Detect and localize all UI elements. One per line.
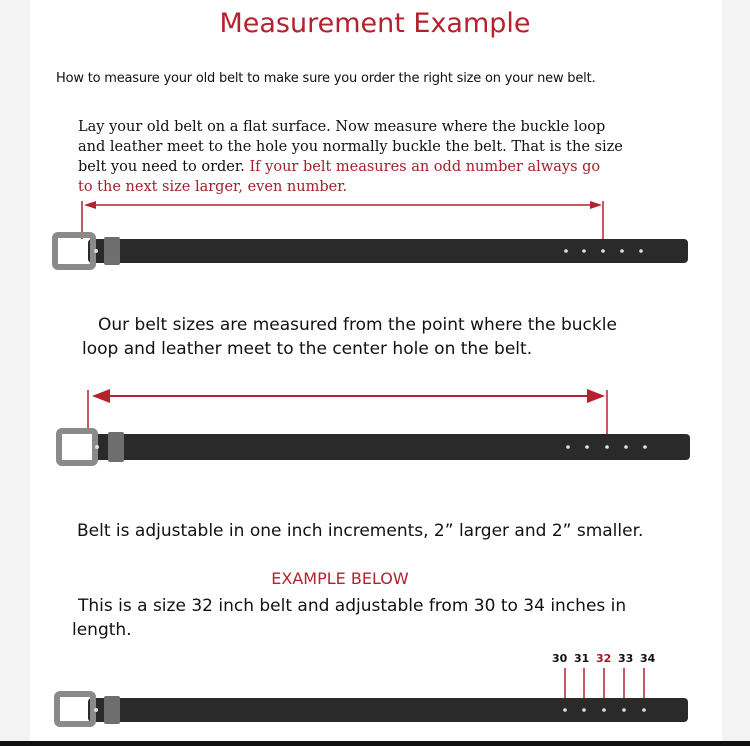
example-line-2: length. — [72, 620, 132, 640]
odd-number-note: If your belt measures an odd number always go — [244, 159, 601, 175]
page-title: Measurement Example — [219, 8, 531, 39]
arrow-left-head — [84, 201, 96, 209]
belt-hole — [585, 445, 589, 449]
adjustable-note: Belt is adjustable in one inch increments, 2” larger and 2” smaller. — [77, 521, 644, 541]
size-label-31: 31 — [574, 652, 590, 665]
instructions-line-3-text: belt you need to order. — [78, 159, 245, 175]
belt-hole — [622, 708, 626, 712]
belt-size-note-line-2: loop and leather meet to the center hole on the belt. — [82, 339, 533, 359]
size-label-33: 33 — [618, 652, 634, 665]
belt-diagram-center-hole — [0, 384, 750, 470]
size-label-34: 34 — [640, 652, 656, 665]
example-line-1: This is a size 32 inch belt and adjustable from 30 to 34 inches in — [78, 596, 627, 616]
belt-buckle — [55, 235, 93, 267]
belt-keeper-loop — [104, 237, 120, 265]
belt-size-note-line-1: Our belt sizes are measured from the point where the buckle — [98, 315, 617, 335]
belt-buckle — [57, 694, 93, 724]
belt-diagram-old-belt — [0, 195, 750, 275]
buckle-prong — [94, 249, 98, 253]
belt-hole — [643, 445, 647, 449]
arrow-right-head — [590, 201, 602, 209]
belt-keeper-loop — [104, 696, 120, 724]
belt-buckle — [59, 431, 95, 463]
belt-hole — [564, 249, 568, 253]
belt-hole — [624, 445, 628, 449]
example-heading: EXAMPLE BELOW — [271, 569, 409, 588]
arrow-right-head — [587, 389, 605, 403]
instructions-line-3 — [78, 157, 698, 177]
size-scale-labels — [552, 652, 662, 665]
belt-diagram-example-size-32 — [0, 666, 750, 742]
instructions-line-2: and leather meet to the hole you normally buckle the belt. That is the size — [78, 139, 623, 155]
buckle-prong — [94, 708, 98, 712]
belt-strap — [92, 434, 690, 460]
belt-hole — [566, 445, 570, 449]
belt-hole — [601, 249, 605, 253]
left-margin — [0, 0, 30, 746]
belt-hole — [563, 708, 567, 712]
measuring-instructions — [78, 117, 698, 197]
buckle-prong — [95, 445, 99, 449]
belt-hole — [582, 708, 586, 712]
belt-hole — [639, 249, 643, 253]
belt-hole — [602, 708, 606, 712]
instructions-line-1: Lay your old belt on a flat surface. Now measure where the buckle loop — [78, 119, 606, 135]
size-label-30: 30 — [552, 652, 568, 665]
size-label-32-highlighted: 32 — [596, 652, 612, 665]
belt-hole — [605, 445, 609, 449]
belt-hole — [642, 708, 646, 712]
belt-hole — [582, 249, 586, 253]
belt-size-note — [82, 313, 617, 361]
belt-strap — [88, 698, 688, 722]
example-description — [72, 594, 626, 642]
bottom-border — [0, 741, 750, 746]
instructions-line-4: to the next size larger, even number. — [78, 179, 348, 195]
arrow-left-head — [92, 389, 110, 403]
belt-keeper-loop — [108, 432, 124, 462]
belt-strap — [88, 239, 688, 263]
belt-hole — [620, 249, 624, 253]
right-margin — [722, 0, 750, 746]
page-subtitle: How to measure your old belt to make sure you order the right size on your new belt. — [56, 71, 596, 86]
